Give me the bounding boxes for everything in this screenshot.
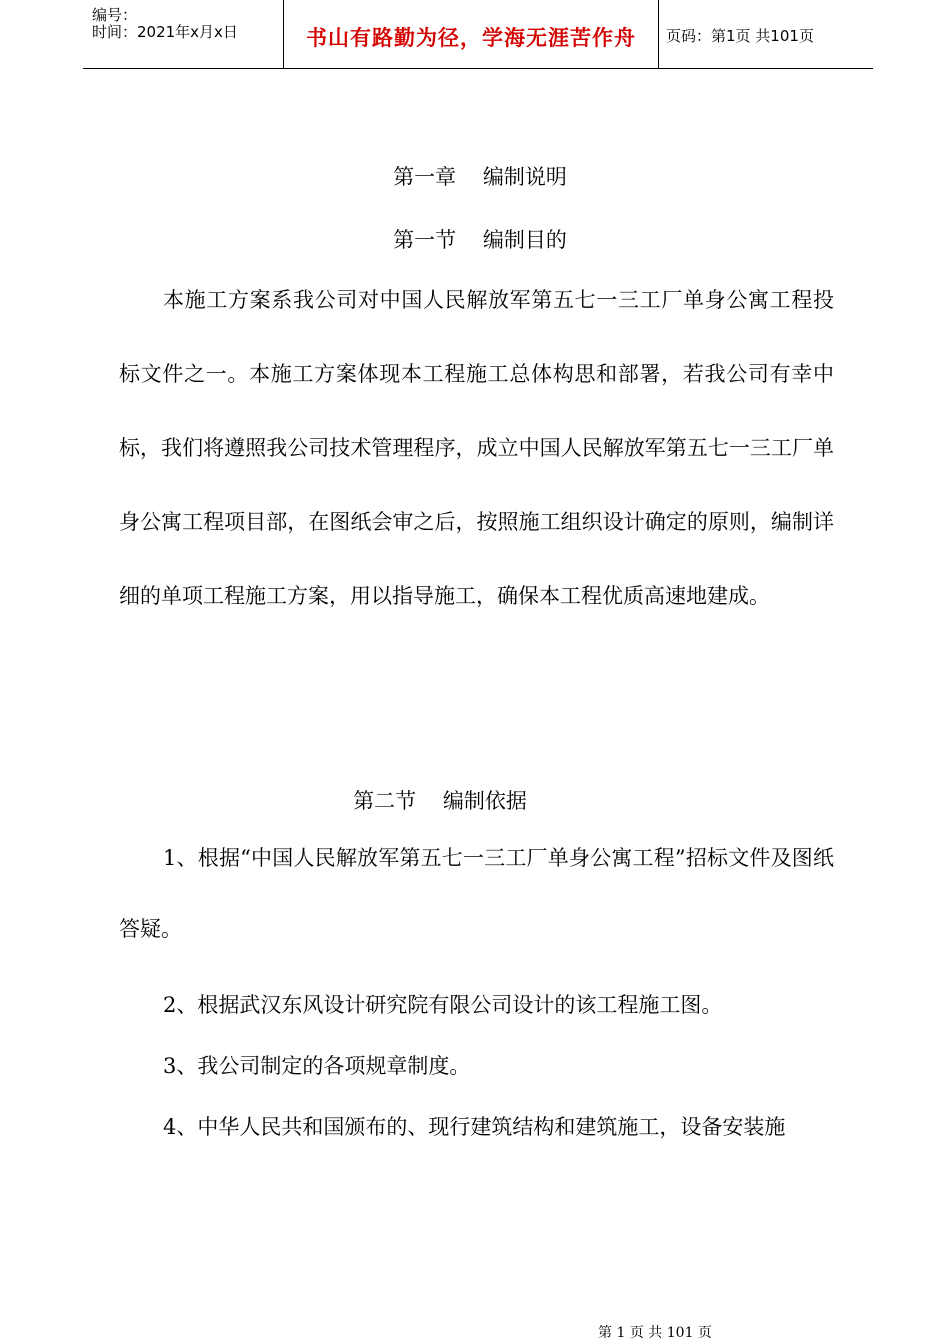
basis-list-item: 2、根据武汉东风设计研究院有限公司设计的该工程施工图。 [163,993,723,1017]
basis-list-item: 4、中华人民共和国颁布的、现行建筑结构和建筑施工，设备安装施 [163,1115,786,1139]
basis-list-item: 3、我公司制定的各项规章制度。 [163,1054,471,1078]
header-motto: 书山有路勤为径，学海无涯苦作舟 [306,26,636,50]
page-footer: 第 1 页 共 101 页 [598,1325,712,1341]
serial-label: 编号： [92,6,138,24]
basis-list-item: 1、根据“中国人民解放军第五七一三工厂单身公寓工程”招标文件及图纸答疑。 [119,846,834,941]
section-title: 第一节 编制目的 [393,228,567,252]
section-title: 第二节 编制依据 [353,789,527,813]
page-header [83,0,873,69]
header-motto-cell [283,0,659,68]
section-body-paragraph: 本施工方案系我公司对中国人民解放军第五七一三工厂单身公寓工程投标文件之一。本施工方案体现本工程施工总体构思和部署，若我公司有幸中标，我们将遵照我公司技术管理程序，成立中国人民解放军第五七一三工厂单身公寓工程项目部，在图纸会审之后，按照施工组织设计确定的原则，编制详细的单项工程施工方案，用以指导施工，确保本工程优质高速地建成。 [119,288,834,608]
time-label: 时间：2021年x月x日 [92,23,238,41]
header-meta [83,0,283,68]
chapter-title: 第一章 编制说明 [393,165,567,189]
header-page-cell [658,0,873,68]
header-page-info: 页码：第1页 共101页 [666,27,814,45]
